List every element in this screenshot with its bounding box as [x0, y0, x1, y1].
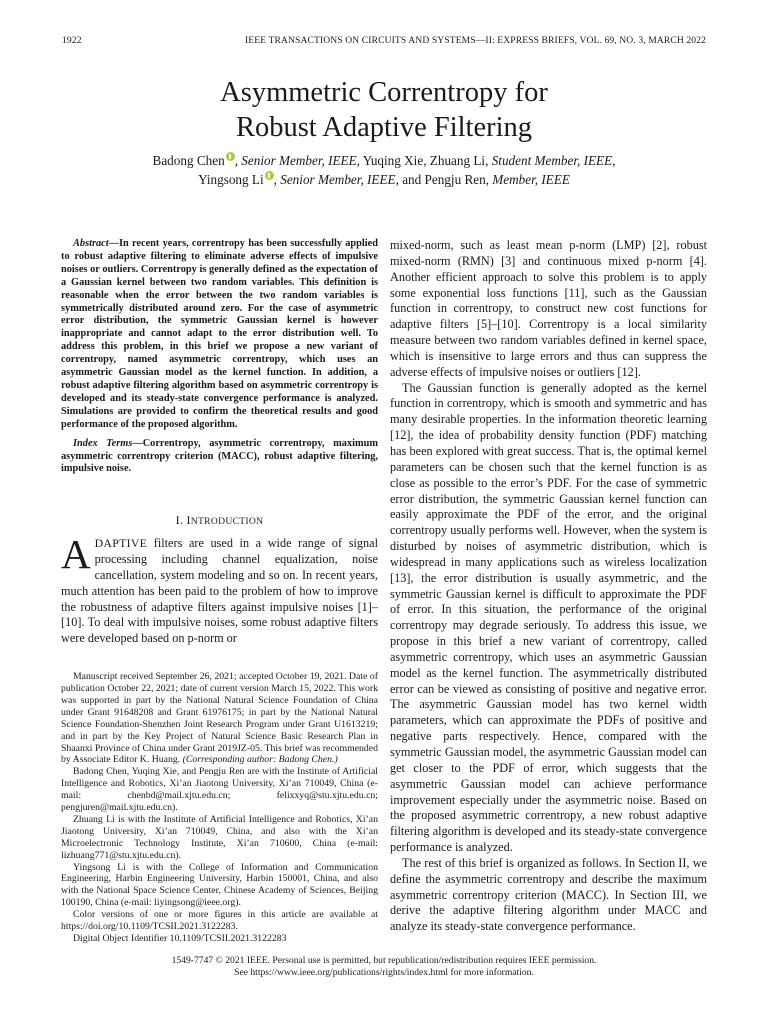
index-terms-text: —Correntropy, asymmetric correntropy, maximum asymmetric correntropy criterion (MACC), robust adaptive filtering, impulsive noise.	[61, 437, 378, 475]
author-role: Student Member, IEEE,	[488, 153, 616, 168]
index-terms-label: Index Terms	[73, 437, 133, 449]
title-line-1: Asymmetric Correntropy for	[220, 77, 548, 108]
intro-text: filters are used in a wide range of signal processing including channel equalization, noise cancellation, system modeling and so on. In recent years, much attention has been paid to the problem of how to improve the robustness of adaptive filters against impulsive noises [1]–[10]. To deal with impulsive noises, some robust adaptive filters were developed based on p-norm or	[61, 536, 378, 646]
author-line-1	[0, 151, 768, 170]
index-terms	[61, 438, 378, 477]
footnote-doi: Digital Object Identifier 10.1109/TCSII.2021.3122283	[73, 933, 287, 944]
paper-title	[0, 75, 768, 145]
journal-header: IEEE TRANSACTIONS ON CIRCUITS AND SYSTEMS—II: EXPRESS BRIEFS, VOL. 69, NO. 3, MARCH 2022	[245, 35, 706, 46]
title-line-2: Robust Adaptive Filtering	[235, 112, 533, 143]
author-role: Member, IEEE	[489, 172, 570, 187]
abstract-text: —In recent years, correntropy has been successfully applied to robust adaptive filtering to eliminate adverse effects of impulsive noises or outliers. Correntropy is generally defined as the expectation of a Gaussian kernel between two random variables. This definition is reasonable when the error between the two random variables is symmetrically distributed around zero. For the case of asymmetric error distribution, the symmetric Gaussian kernel is however inappropriate and cannot adapt to the error distribution well. To address this problem, in this brief we propose a new variant of correntropy, named asymmetric correntropy, which uses an asymmetric Gaussian model as the kernel function. In addition, a robust adaptive filtering algorithm based on asymmetric correntropy is developed and its steady-state convergence performance is analyzed. Simulations are provided to confirm the theoretical results and good performance of the proposed algorithm.	[61, 238, 378, 430]
abstract-label: Abstract	[73, 238, 109, 249]
author-list	[0, 151, 768, 189]
abstract	[61, 238, 378, 432]
footnotes	[61, 671, 378, 945]
right-column	[390, 238, 707, 935]
copyright-line: 1549-7747 © 2021 IEEE. Personal use is permitted, but republication/redistribution requires IEEE permission.	[171, 955, 597, 966]
intro-capword: DAPTIVE	[94, 536, 148, 551]
orcid-icon[interactable]	[226, 152, 235, 161]
body-paragraph: The Gaussian function is generally adopted as the kernel function in correntropy, which is smooth and symmetric and has many desirable properties. In the information theoretic learning [12], the idea of probability density function (PDF) matching has been explored with great success. That is, the optimal kernel parameters can be chosen such that the kernel function is as close as possible to the error’s PDF. For the case of symmetric error distribution, the symmetric Gaussian kernel function can easily approximate the PDF of the error, and the original correntropy usually performs well. However, when the system is disturbed by noises of asymmetric distribution, which is widespread in many applications such as wireless localization [13], the error distribution is usually asymmetric, and the symmetric Gaussian kernel is difficult to approximate the PDF of error. In this situation, the performance of the original correntropy may degrade seriously. To address this issue, we propose in this brief a new variant of correntropy, called asymmetric correntropy, which uses an asymmetric Gaussian model as the kernel function. The asymmetrically distributed error can be viewed as consisting of positive and negative error. The asymmetric Gaussian model has two kernel width parameters, which can approximate the PDFs of positive and negative parts respectively. Hence, compared with the symmetric Gaussian model, the asymmetric Gaussian model can get closer to the PDF of error, which suggests that the asymmetric Gaussian model can achieve performance improvement especially under the asymmetric noise. Based on the proposed asymmetric correntropy, a new robust adaptive filtering algorithm is developed and its steady-state convergence performance is analyzed.	[390, 380, 707, 855]
footnote-rule	[61, 661, 81, 662]
author-name: and Pengju Ren,	[398, 172, 489, 187]
author-name: Badong Chen	[152, 153, 225, 168]
copyright-footer	[0, 955, 768, 979]
author-role: , Senior Member, IEEE,	[234, 153, 360, 168]
body-paragraph: The rest of this brief is organized as follows. In Section II, we define the asymmetric correntropy and describe the maximum asymmetric correntropy criterion (MACC). In Section III, we derive the adaptive filtering algorithm under MACC and analyze its steady-state convergence performance.	[390, 855, 707, 934]
left-column	[61, 238, 378, 945]
author-name: Yuqing Xie, Zhuang Li,	[359, 153, 489, 168]
drop-cap: A	[61, 531, 91, 578]
footnote-affiliation: Badong Chen, Yuqing Xie, and Pengju Ren are with the Institute of Artificial Intelligence and Robotics, Xi’an Jiaotong University, Xi’an 710049, China (e-mail: chenbd@mail.xjtu.edu.cn; felixxyq@stu.xjtu.edu.cn; pengjuren@mail.xjtu.edu.cn).	[61, 766, 378, 814]
orcid-icon[interactable]	[265, 171, 274, 180]
permissions-line: See https://www.ieee.org/publications/rights/index.html for more information.	[234, 967, 534, 978]
intro-paragraph	[61, 531, 378, 647]
footnote-affiliation: Zhuang Li is with the Institute of Artificial Intelligence and Robotics, Xi’an Jiaotong University, Xi’an 710049, China, and also with the Xi’an Microelectronic Technology Institute, Xi’an 710600, China (e-mail: lizhuang771@stu.xjtu.edu.cn).	[61, 813, 378, 861]
page-number: 1922	[62, 35, 82, 46]
author-name: Yingsong Li	[198, 172, 264, 187]
footnote-color: Color versions of one or more figures in this article are available at https://doi.org/10.1109/TCSII.2021.3122283.	[61, 909, 378, 933]
author-role: , Senior Member, IEEE,	[273, 172, 399, 187]
section-heading: I. INTRODUCTION	[175, 513, 264, 528]
author-line-2	[0, 170, 768, 189]
body-paragraph: mixed-norm, such as least mean p-norm (LMP) [2], robust mixed-norm (RMN) [3] and continuous mixed p-norm [4]. Another efficient approach to solve this problem is to apply some exponential loss functions [11], such as the Gaussian function in correntropy, to construct new cost functions for adaptive filters [5]–[10]. Correntropy is a local similarity measure between two random variables defined in kernel space, which is insensitive to large errors and thus can suppress the adverse effects of impulsive noises or outliers [12].	[390, 238, 707, 379]
footnote-manuscript: Manuscript received September 26, 2021; accepted October 19, 2021. Date of publication October 22, 2021; date of current version March 15, 2022. This work was supported in part by the National Natural Science Foundation of China under Grant 91648208 and Grant 61976175; in part by the National Natural Science Foundation-Shenzhen Joint Research Program under Grant U1613219; and in part by the Key Project of Natural Science Basic Research Plan in Shaanxi Province of China under Grant 2019JZ-05. This brief was recommended by Associate Editor K. Huang. (Corresponding author: Badong Chen.)	[61, 671, 378, 766]
footnote-affiliation: Yingsong Li is with the College of Information and Communication Engineering, Harbin Engineering University, Harbin 150001, China, and also with the National Space Science Center, Chinese Academy of Sciences, Beijing 100190, China (e-mail: liyingsong@ieee.org).	[61, 861, 378, 909]
